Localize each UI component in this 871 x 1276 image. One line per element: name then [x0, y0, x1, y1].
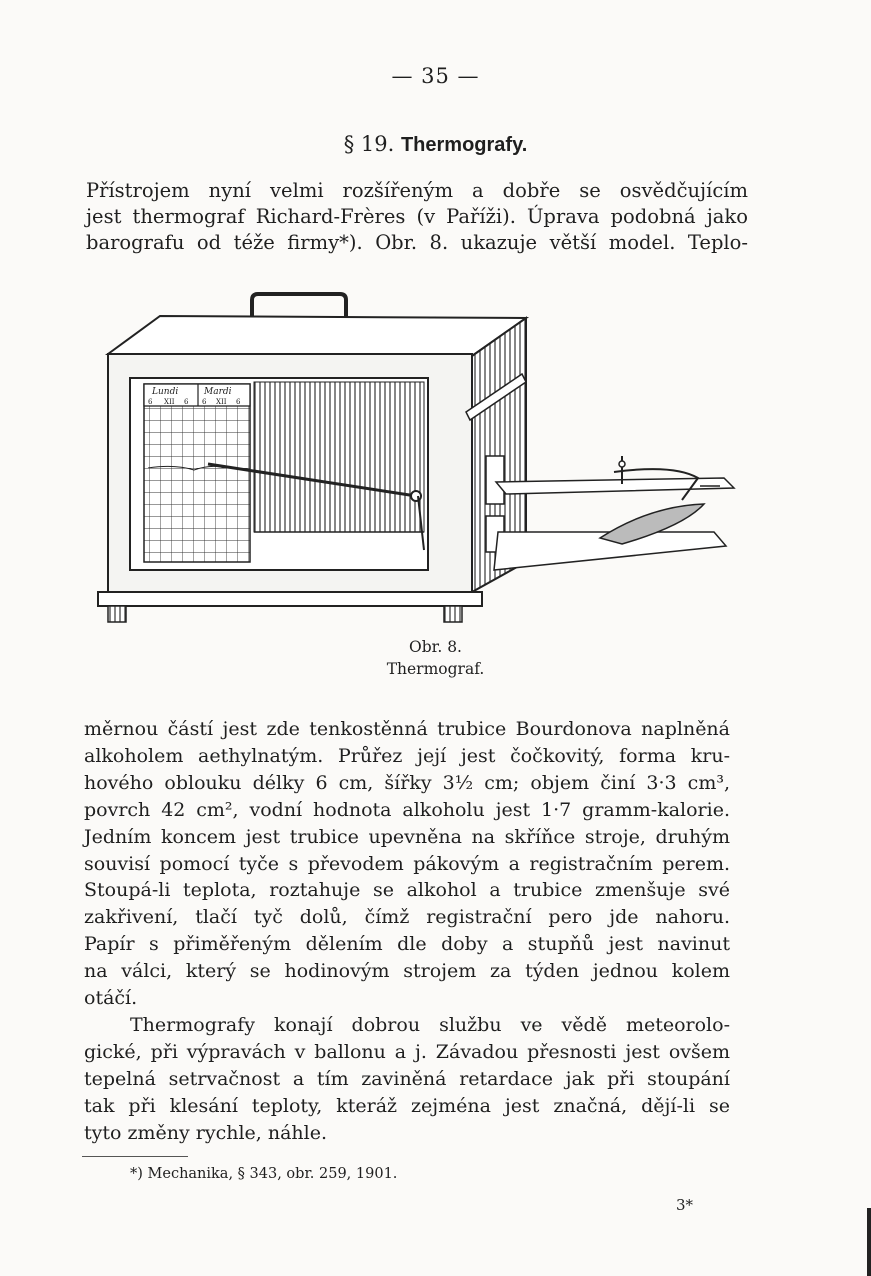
body-line: Thermografy konají dobrou službu ve vědě meteorolo- [130, 1013, 730, 1036]
body-line: souvisí pomocí tyče s převodem pákovým a registračním perem. [84, 852, 730, 875]
chart-label-hour: XII [164, 398, 175, 406]
body-line: zakřivení, tlačí tyč dolů, čímž registrační pero jde nahoru. [84, 906, 730, 929]
section-title: Thermografy. [400, 134, 528, 156]
body-line: hového oblouku délky 6 cm, šířky 3½ cm; objem činí 3·3 cm³, [84, 771, 730, 794]
body-line: měrnou částí jest zde tenkostěnná trubice Bourdonova naplněná [84, 718, 730, 740]
body-line: otáčí. [84, 987, 138, 1010]
body-line: Jedním koncem jest trubice upevněna na skříňce stroje, druhým [84, 825, 730, 848]
intro-paragraph [86, 178, 748, 256]
chart-label-hour: 6 [202, 398, 207, 406]
caption-title: Thermograf. [386, 660, 485, 678]
body-line: na válci, který se hodinovým strojem za týden jednou kolem [84, 960, 730, 983]
chart-label-hour: 6 [148, 398, 153, 406]
footnote-divider [82, 1156, 188, 1157]
page-number: — 35 — [391, 64, 480, 88]
footnote: *) Mechanika, § 343, obr. 259, 1901. [130, 1166, 398, 1182]
body-paragraphs [84, 716, 730, 1147]
body-line: tepelná setrvačnost a tím zaviněná retardace jak při stoupání [84, 1067, 730, 1090]
thermograph-illustration [94, 288, 740, 628]
body-line: tak při klesání teploty, kteráž zejména jest značná, dějí-li se [84, 1094, 730, 1117]
figure-caption [0, 636, 871, 680]
chart-label-hour: 6 [236, 398, 241, 406]
chart-label-lundi: Lundi [152, 387, 179, 397]
body-line: povrch 42 cm², vodní hodnota alkoholu jest 1·7 gramm-kalorie. [84, 798, 730, 821]
page-edge-shadow [867, 1208, 871, 1276]
intro-line: Přístrojem nyní velmi rozšířeným a dobře se osvědčujícím [86, 179, 748, 202]
body-line: alkoholem aethylnatým. Průřez její jest čočkovitý, forma kru- [84, 744, 730, 767]
body-line: gické, při výpravách v ballonu a j. Závadou přesnosti jest ovšem [84, 1040, 730, 1063]
body-line: Papír s přiměřeným dělením dle doby a stupňů jest navinut [84, 933, 730, 956]
intro-line: barografu od téže firmy*). Obr. 8. ukazuje větší model. Teplo- [86, 231, 748, 254]
intro-line: jest thermograf Richard-Frères (v Paříži). Úprava podobná jako [86, 205, 748, 228]
caption-number: Obr. 8. [409, 638, 462, 656]
chart-label-hour: 6 [184, 398, 189, 406]
body-line: Stoupá-li teplota, roztahuje se alkohol a trubice zmenšuje své [84, 879, 730, 902]
body-line: tyto změny rychle, náhle. [84, 1121, 328, 1144]
section-symbol: § 19. [343, 132, 395, 156]
chart-label-hour: XII [216, 398, 227, 406]
signature-mark: 3* [676, 1196, 694, 1214]
chart-label-mardi: Mardi [204, 387, 232, 397]
section-heading [0, 132, 871, 157]
